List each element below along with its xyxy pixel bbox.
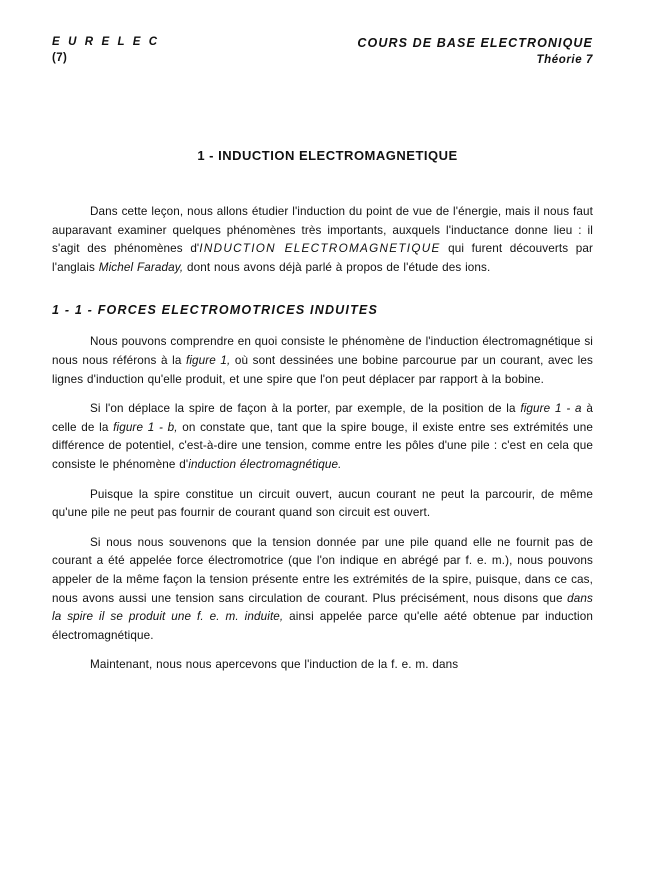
paragraph-2-part-a: Nous pouvons comprendre en quoi consiste le phénomène de l'induction électromagnétique si nous nous référons à la xyxy=(52,335,593,367)
course-subtitle: Théorie 7 xyxy=(536,54,593,66)
document-body xyxy=(52,148,593,675)
paragraph-2-part-b: où sont dessinées une bobine parcourue par un courant, avec les lignes d'induction qu'elle produit, et une spire que l'on peut déplacer par rapport à la bobine. xyxy=(52,353,593,386)
paragraph-2-emphasis-1: figure 1, xyxy=(185,353,231,367)
paragraph-1-part-c: dont nous avons déjà parlé à propos de l'étude des ions. xyxy=(183,260,491,274)
paragraph-3-emphasis-1: figure 1 - a xyxy=(520,402,582,416)
paragraph-3 xyxy=(52,400,593,474)
paragraph-3-emphasis-2: figure 1 - b, xyxy=(113,420,178,434)
paragraph-3-part-b: à celle de la xyxy=(52,402,593,434)
publisher-name: E U R E L E C xyxy=(52,36,160,48)
header-left-block xyxy=(52,36,160,64)
paragraph-5-part-b: ainsi appelée parce qu'elle aété obtenue par induction électromagnétique. xyxy=(52,610,593,642)
paragraph-5 xyxy=(52,534,593,646)
paragraph-3-part-c: on constate que, tant que la spire bouge, il existe entre ses extrémités une différence de potentiel, c'est-à-dire une tension, comme entre les pôles d'une pile : c'est en cela que consiste le phénomène d' xyxy=(52,420,593,471)
paragraph-5-part-a: Si nous nous souvenons que la tension donnée par une pile quand elle ne fournit pas de courant a été appelée force électromotrice (que l'on indique en abrégé par f. e. m.), nous pouvons appeler de la même façon la tension présente entre les extrémités de la spire, puisque, dans ce cas, nous avons aussi une tension sans circulation de courant. Plus précisément, nous disons que xyxy=(52,535,593,605)
paragraph-6: Maintenant, nous nous apercevons que l'induction de la f. e. m. dans xyxy=(90,658,459,672)
paragraph-1-emphasis-1: INDUCTION ELECTROMAGNETIQUE xyxy=(199,242,441,256)
paragraph-1-part-a: Dans cette leçon, nous allons étudier l'induction du point de vue de l'énergie, mais il nous faut auparavant examiner quelques phénomènes très importants, auxquels l'inductance donne lieu : il s'agit des phénomènes d' xyxy=(52,205,593,256)
paragraph-2 xyxy=(52,333,593,389)
header-right-block xyxy=(357,36,593,66)
paragraph-1 xyxy=(52,203,593,277)
paragraph-3-part-a: Si l'on déplace la spire de façon à la porter, par exemple, de la position de la xyxy=(90,402,521,416)
page-number: (7) xyxy=(52,52,68,64)
section-title: 1 - INDUCTION ELECTROMAGNETIQUE xyxy=(197,148,458,163)
page-header xyxy=(52,36,593,90)
paragraph-4: Puisque la spire constitue un circuit ouvert, aucun courant ne peut la parcourir, de même qu'une pile ne peut pas fournir de courant quand son circuit est ouvert. xyxy=(52,487,593,520)
subsection-title: 1 - 1 - FORCES ELECTROMOTRICES INDUITES xyxy=(52,303,378,318)
paragraph-1-emphasis-2: Michel Faraday, xyxy=(98,260,184,274)
paragraph-5-emphasis-1: dans la spire il se produit une f. e. m. induite, xyxy=(52,591,593,624)
paragraph-3-emphasis-3: induction électromagnétique. xyxy=(188,457,342,471)
course-title: COURS DE BASE ELECTRONIQUE xyxy=(357,36,593,50)
paragraph-1-part-b: qui furent découverts par l'anglais xyxy=(52,242,593,274)
